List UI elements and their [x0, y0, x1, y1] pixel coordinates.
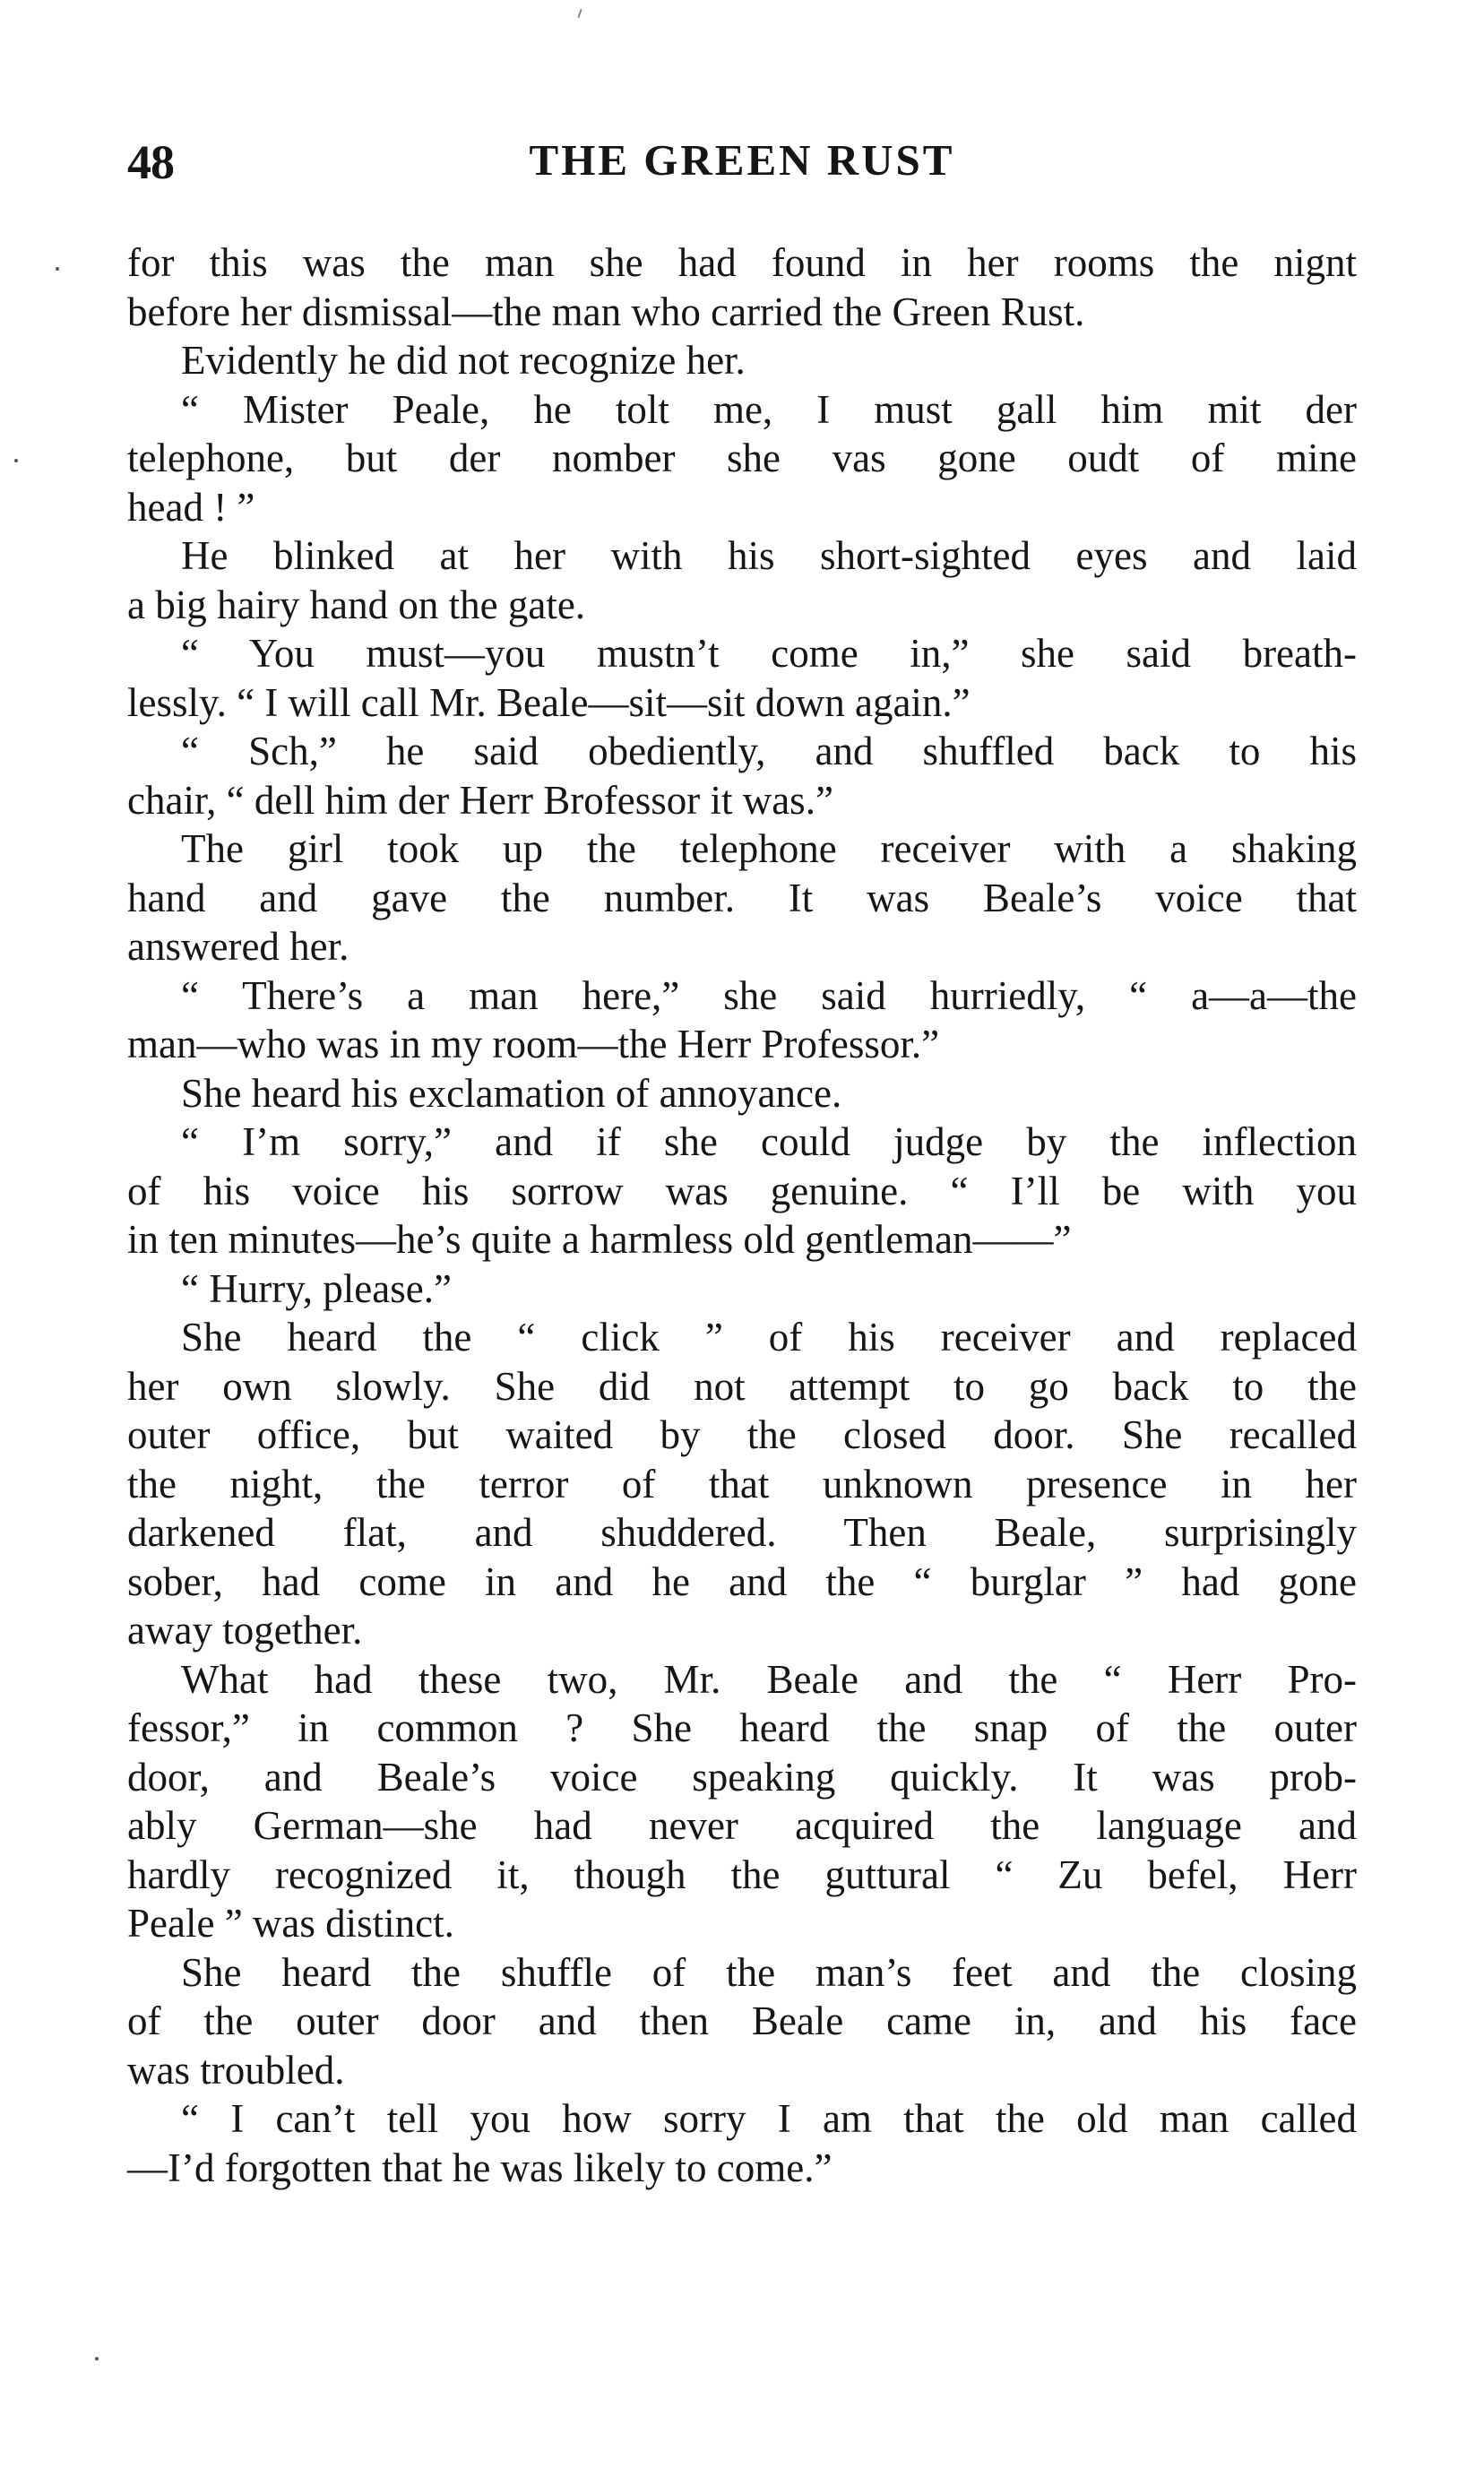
text-line: hardly recognized it, though the guttural “ Zu befel, Herr: [127, 1852, 1357, 1897]
text-line: sober, had come in and he and the “ burglar ” had gone: [127, 1558, 1357, 1604]
text-line: “ I’m sorry,” and if she could judge by the inflection: [181, 1119, 1357, 1164]
text-line: the night, the terror of that unknown presence in her: [127, 1461, 1357, 1506]
text-line: “ I can’t tell you how sorry I am that the old man called: [181, 2096, 1357, 2141]
text-line: door, and Beale’s voice speaking quickly. It was prob-: [127, 1754, 1357, 1800]
text-line: outer office, but waited by the closed door. She recalled: [127, 1412, 1357, 1457]
scan-mark: [577, 9, 582, 18]
text-line: He blinked at her with his short-sighted eyes and laid: [181, 533, 1357, 578]
text-line: lessly. “ I will call Mr. Beale—sit—sit down again.”: [127, 679, 971, 725]
text-line: She heard the “ click ” of his receiver and replaced: [181, 1315, 1357, 1360]
text-line: man—who was in my room—the Herr Professor.”: [127, 1022, 940, 1066]
text-line: her own slowly. She did not attempt to go back to the: [127, 1363, 1357, 1409]
running-head: THE GREEN RUST: [529, 135, 955, 185]
text-line: “ Mister Peale, he tolt me, I must gall him mit der: [181, 386, 1357, 432]
text-line: before her dismissal—the man who carried the Green Rust.: [127, 289, 1085, 334]
text-line: of the outer door and then Beale came in, and his face: [127, 1998, 1357, 2043]
text-line: Evidently he did not recognize her.: [181, 338, 746, 383]
text-line: in ten minutes—he’s quite a harmless old gentleman——”: [127, 1217, 1072, 1262]
body-text: [127, 238, 1357, 2192]
text-line: Peale ” was distinct.: [127, 1901, 454, 1946]
text-line: “ There’s a man here,” she said hurriedly, “ a—a—the: [181, 972, 1357, 1018]
text-line: for this was the man she had found in her rooms the nignt: [127, 240, 1357, 285]
page-header: [127, 134, 1357, 197]
text-line: away together.: [127, 1608, 363, 1653]
text-line: head ! ”: [127, 484, 255, 530]
text-line: darkened flat, and shuddered. Then Beale, surprisingly: [127, 1510, 1357, 1555]
margin-dot: [56, 267, 59, 271]
text-line: —I’d forgotten that he was likely to come.”: [127, 2145, 833, 2190]
text-line: chair, “ dell him der Herr Brofessor it was.”: [127, 777, 833, 823]
text-line: “ Hurry, please.”: [181, 1265, 452, 1311]
text-line: She heard his exclamation of annoyance.: [181, 1070, 842, 1116]
text-line: “ You must—you mustn’t come in,” she said breath-: [181, 631, 1357, 676]
text-line: answered her.: [127, 924, 349, 969]
text-line: What had these two, Mr. Beale and the “ Herr Pro-: [181, 1656, 1357, 1702]
text-line: was troubled.: [127, 2047, 345, 2093]
text-line: telephone, but der nomber she vas gone oudt of mine: [127, 436, 1357, 480]
text-line: of his voice his sorrow was genuine. “ I’ll be with you: [127, 1168, 1357, 1213]
text-line: The girl took up the telephone receiver with a shaking: [181, 826, 1357, 871]
text-line: ably German—she had never acquired the language and: [127, 1803, 1357, 1848]
margin-dot: [95, 2357, 99, 2361]
text-line: hand and gave the number. It was Beale’s voice that: [127, 875, 1357, 920]
page-number: 48: [127, 135, 174, 189]
margin-dot: [14, 459, 18, 462]
text-line: fessor,” in common ? She heard the snap of the outer: [127, 1705, 1357, 1750]
text-line: She heard the shuffle of the man’s feet and the closing: [181, 1949, 1357, 1995]
text-line: a big hairy hand on the gate.: [127, 582, 586, 627]
text-line: “ Sch,” he said obediently, and shuffled back to his: [181, 729, 1357, 773]
